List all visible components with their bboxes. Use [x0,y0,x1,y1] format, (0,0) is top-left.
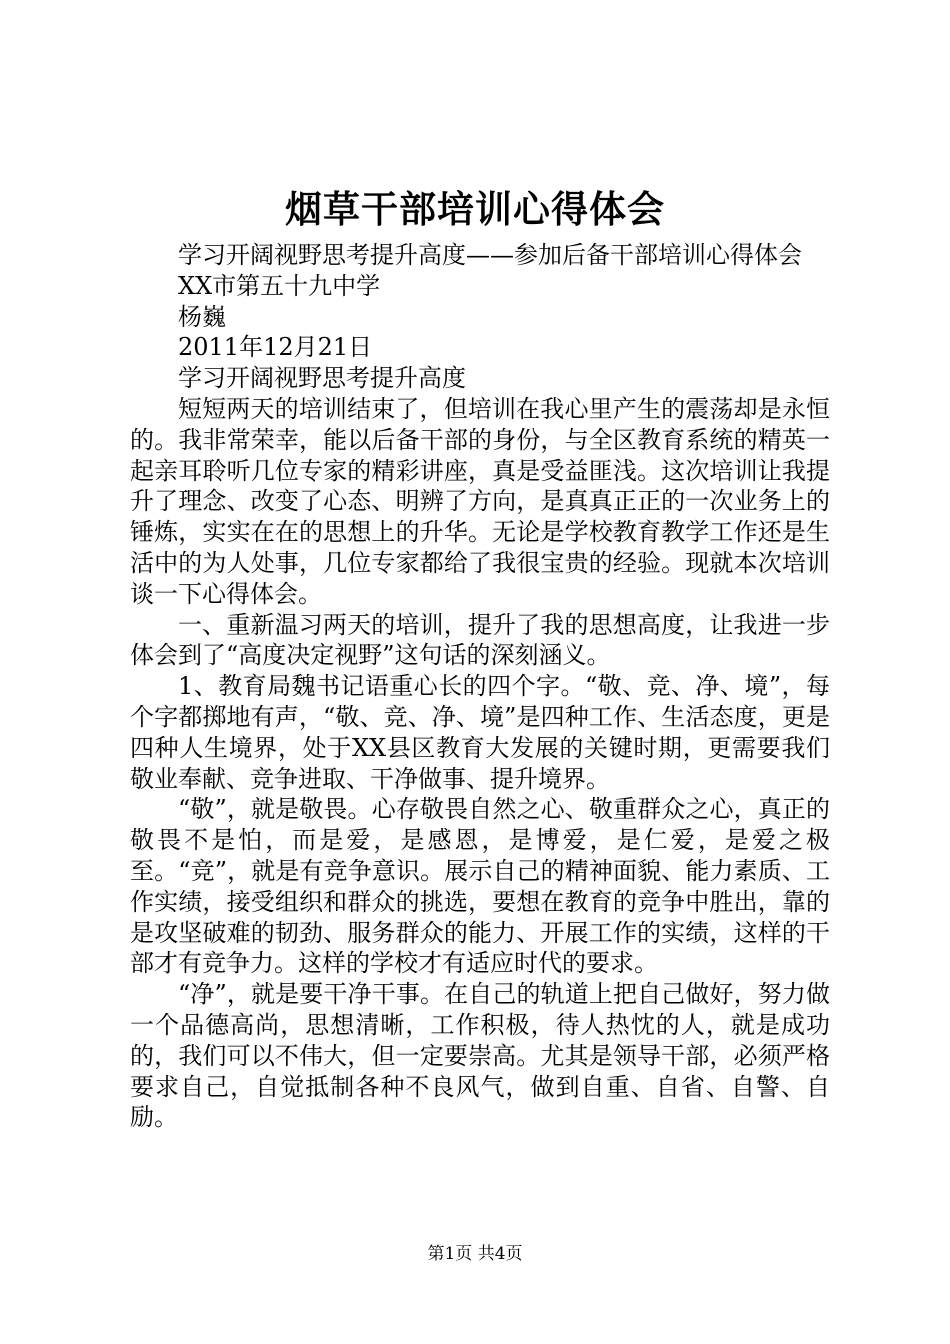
date-line: 2011年12月21日 [178,333,373,362]
body-paragraph: 1、教育局魏书记语重心长的四个字。“敬、竞、净、境”，每个字都掷地有声，“敬、竞、净、境”是四种工作、生活态度，更是四种人生境界，处于XX县区教育大发展的关键时期，更需要我们敬业奉献、竞争进取、干净做事、提升境界。 [130,672,830,793]
body-paragraph: 一、重新温习两天的培训，提升了我的思想高度，让我进一步体会到了“高度决定视野”这句话的深刻涵义。 [130,610,830,670]
document-body [130,240,830,1133]
section-heading: 学习开阔视野思考提升高度 [178,364,466,393]
subtitle-paragraph: 学习开阔视野思考提升高度——参加后备干部培训心得体会 [178,241,802,269]
page-footer: 第1页 共4页 [427,1244,523,1264]
body-paragraph: “净”，就是要干净干事。在自己的轨道上把自己做好，努力做一个品德高尚，思想清晰，工作积极，待人热忱的人，就是成功的，我们可以不伟大，但一定要崇高。尤其是领导干部，必须严格要求自己，自觉抵制各种不良风气，做到自重、自省、自警、自励。 [130,980,830,1132]
body-paragraph: 短短两天的培训结束了，但培训在我心里产生的震荡却是永恒的。我非常荣幸，能以后备干部的身份，与全区教育系统的精英一起亲耳聆听几位专家的精彩讲座，真是受益匪浅。这次培训让我提升了理念、改变了心态、明辨了方向，是真真正正的一次业务上的锤炼，实实在在的思想上的升华。无论是学校教育教学工作还是生活中的为人处事，几位专家都给了我很宝贵的经验。现就本次培训谈一下心得体会。 [130,394,830,608]
school-line: XX市第五十九中学 [178,271,381,300]
author-line: 杨巍 [178,302,226,331]
body-paragraph: “敬”，就是敬畏。心存敬畏自然之心、敬重群众之心，真正的敬畏不是怕，而是爱，是感恩，是博爱，是仁爱，是爱之极至。“竞”，就是有竞争意识。展示自己的精神面貌、能力素质、工作实绩，接受组织和群众的挑选，要想在教育的竞争中胜出，靠的是攻坚破难的韧劲、服务群众的能力、开展工作的实绩，这样的干部才有竞争力。这样的学校才有适应时代的要求。 [130,795,830,978]
document-title: 烟草干部培训心得体会 [285,187,665,231]
